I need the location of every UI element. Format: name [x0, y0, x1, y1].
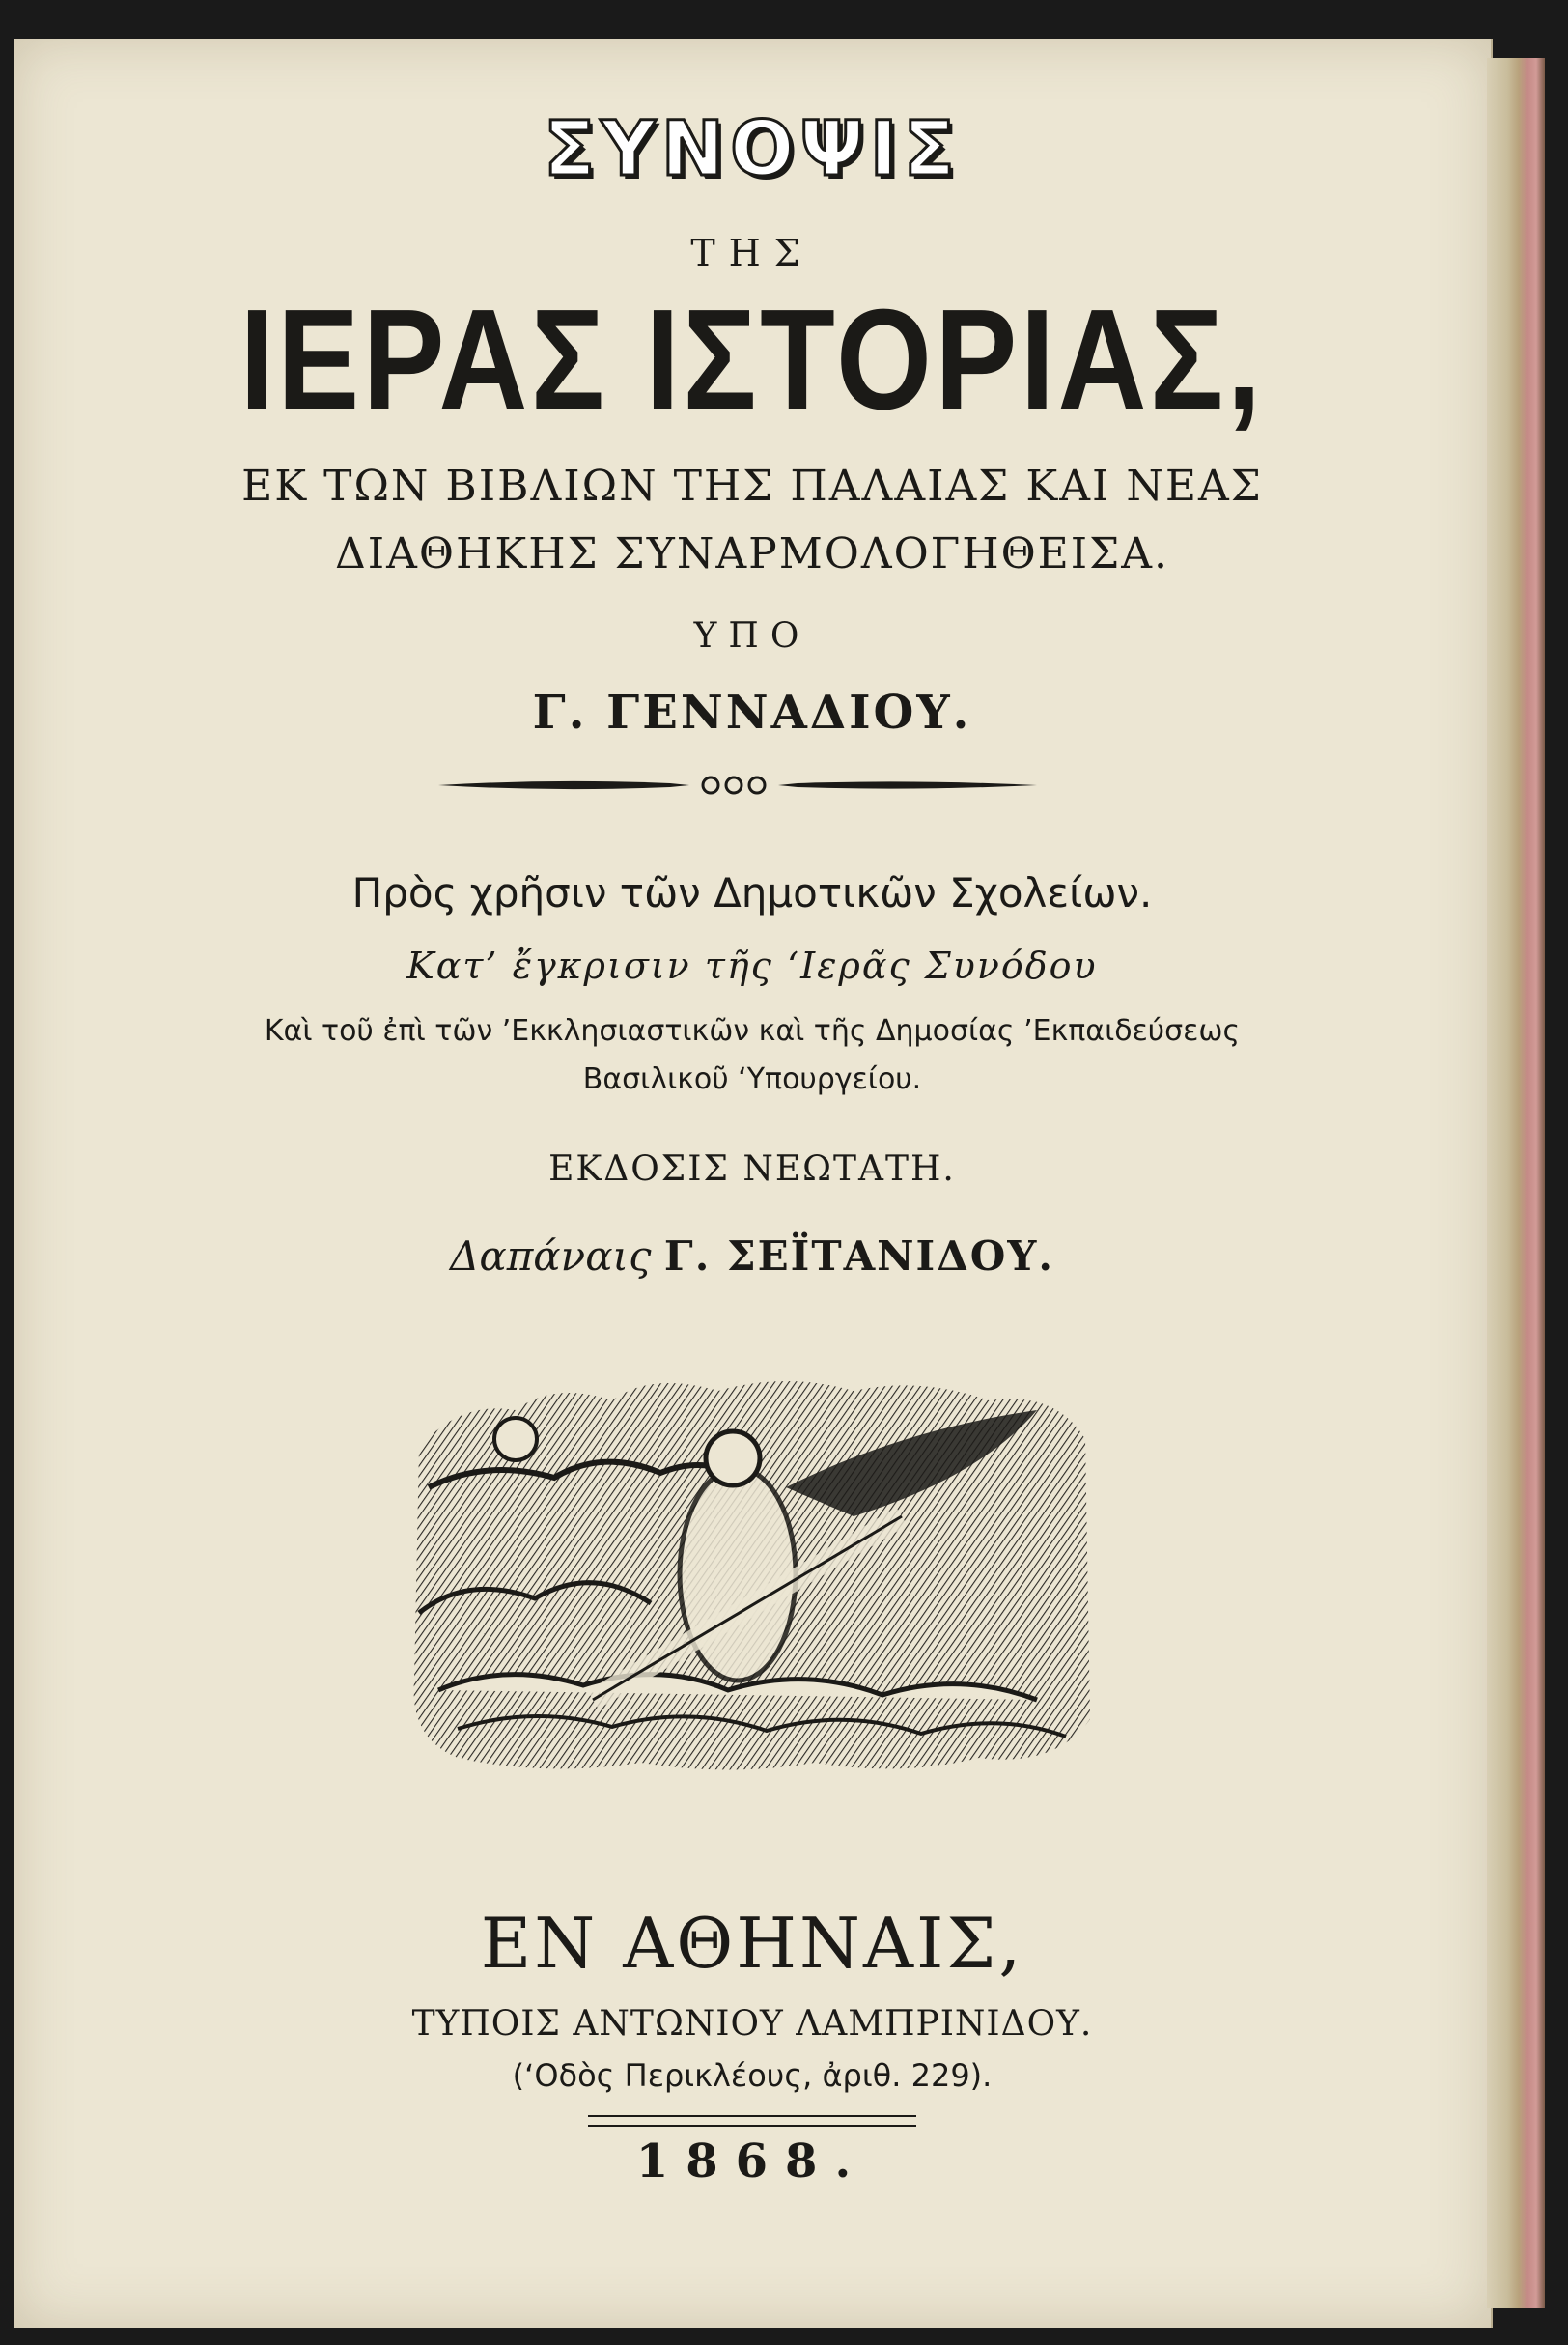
approval-line-3: Βασιλικοῦ ‘Υπουργείου. [582, 1062, 922, 1096]
subtitle-line-2: ΔΙΑΘΗΚΗΣ ΣΥΝΑΡΜΟΛΟΓΗΘΕΙΣΑ. [334, 529, 1170, 579]
approval-line-1: Κατ’ ἔγκρισιν τῆς ‘Ιερᾶς Συνόδου [406, 945, 1098, 987]
heading-synopsis: ΣΥΝΟΨΙΣ [544, 106, 961, 193]
by-label: ΥΠΟ [693, 616, 811, 656]
book-page [14, 39, 1493, 2328]
subtitle-line-1: ΕΚ ΤΩΝ ΒΙΒΛΙΩΝ ΤΗΣ ΠΑΛΑΙΑΣ ΚΑΙ ΝΕΑΣ [241, 462, 1263, 511]
author-name: Γ. ΓΕΝΝΑΔΙΟΥ. [532, 686, 972, 740]
city-line: ΕΝ ΑΘΗΝΑΙΣ, [480, 1903, 1024, 1984]
publication-year: 1868. [635, 2134, 869, 2189]
main-title: ΙΕΡΑΣ ΙΣΤΟΡΙΑΣ, [239, 280, 1265, 439]
edition-label: ΕΚΔΟΣΙΣ ΝΕΩΤΑΤΗ. [548, 1149, 956, 1189]
expense-label: Δαπάναις [450, 1232, 652, 1280]
publisher-name: Γ. ΣΕΪΤΑΝΙΔΟΥ. [663, 1232, 1054, 1280]
address-line: (‘Οδὸς Περικλέους, ἀριθ. 229). [512, 2057, 993, 2094]
approval-line-2: Καὶ τοῦ ἐπὶ τῶν ’Εκκλησιαστικῶν καὶ τῆς Δημοσίας ’Εκπαιδεύσεως [264, 1014, 1241, 1048]
book-page-edges [1487, 58, 1545, 2308]
angel-vignette-image [400, 1371, 1095, 1777]
double-rule-divider [588, 2115, 916, 2127]
article-tis: ΤΗΣ [690, 232, 814, 274]
purpose-line: Πρὸς χρῆσιν τῶν Δημοτικῶν Σχολείων. [351, 869, 1153, 917]
publisher-line [14, 1232, 1491, 1280]
printer-line: ΤΥΠΟΙΣ ΑΝΤΩΝΙΟΥ ΛΑΜΠΡΙΝΙΔΟΥ. [411, 2004, 1093, 2044]
ornamental-divider [438, 771, 1037, 800]
